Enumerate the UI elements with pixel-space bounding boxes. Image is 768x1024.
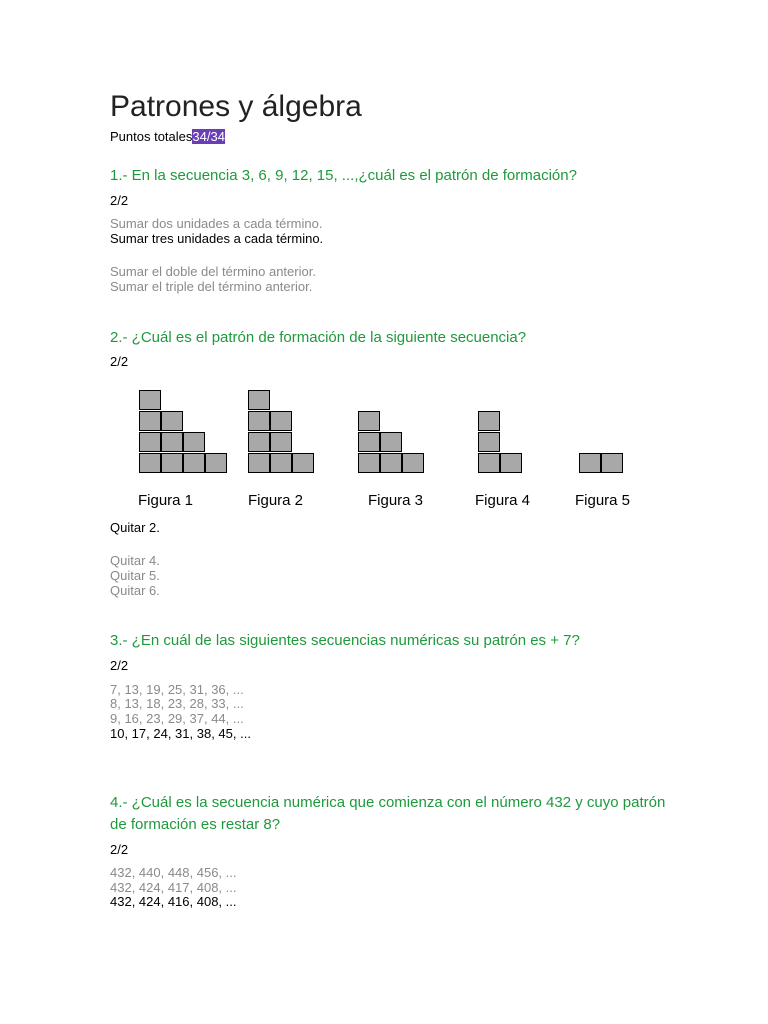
figure-4-block bbox=[478, 453, 500, 473]
figure-3-block bbox=[380, 453, 402, 473]
figure-2-block bbox=[248, 432, 270, 452]
q3-option-1[interactable]: 7, 13, 19, 25, 31, 36, ... bbox=[110, 682, 244, 697]
figure-sequence-diagram bbox=[138, 388, 638, 508]
figure-4-block bbox=[500, 453, 522, 473]
figure-1-block bbox=[161, 453, 183, 473]
q4-option-2[interactable]: 432, 424, 417, 408, ... bbox=[110, 880, 237, 895]
figure-1-block bbox=[205, 453, 227, 473]
figure-5-block bbox=[579, 453, 601, 473]
figure-2-block bbox=[248, 453, 270, 473]
question-4-score: 2/2 bbox=[110, 842, 129, 857]
q1-option-1[interactable]: Sumar dos unidades a cada término. bbox=[110, 216, 323, 231]
question-4: 4.- ¿Cuál es la secuencia numérica que comienza con el número 432 y cuyo patrón de formación es restar 8? bbox=[110, 794, 666, 833]
q1-option-4[interactable]: Sumar el triple del término anterior. bbox=[110, 279, 313, 294]
question-1: 1.- En la secuencia 3, 6, 9, 12, 15, ...,¿cuál es el patrón de formación? bbox=[110, 167, 577, 184]
figure-2-block bbox=[248, 411, 270, 431]
figure-4-block bbox=[478, 432, 500, 452]
q4-option-3-selected[interactable]: 432, 424, 416, 408, ... bbox=[110, 894, 237, 909]
points-value: 34/34 bbox=[192, 129, 225, 144]
figure-1-block bbox=[139, 432, 161, 452]
q3-option-4-selected[interactable]: 10, 17, 24, 31, 38, 45, ... bbox=[110, 726, 251, 741]
figure-2-block bbox=[248, 390, 270, 410]
q3-option-3[interactable]: 9, 16, 23, 29, 37, 44, ... bbox=[110, 711, 244, 726]
figure-1-block bbox=[161, 411, 183, 431]
figure-1-label: Figura 1 bbox=[138, 492, 194, 509]
q2-option-2[interactable]: Quitar 4. bbox=[110, 553, 160, 568]
figure-5-label: Figura 5 bbox=[575, 492, 631, 509]
figure-1-block bbox=[161, 432, 183, 452]
figure-2-block bbox=[270, 411, 292, 431]
question-3: 3.- ¿En cuál de las siguientes secuencias numéricas su patrón es + 7? bbox=[110, 632, 580, 649]
figure-3-block bbox=[380, 432, 402, 452]
page-title: Patrones y álgebra bbox=[110, 90, 362, 123]
q2-option-3[interactable]: Quitar 5. bbox=[110, 568, 160, 583]
figure-1-block bbox=[139, 453, 161, 473]
total-points bbox=[110, 129, 225, 144]
question-3-score: 2/2 bbox=[110, 658, 129, 673]
question-2-score: 2/2 bbox=[110, 354, 129, 369]
figure-3-block bbox=[358, 432, 380, 452]
question-1-score: 2/2 bbox=[110, 193, 129, 208]
figure-2-block bbox=[270, 453, 292, 473]
question-2: 2.- ¿Cuál es el patrón de formación de la siguiente secuencia? bbox=[110, 329, 527, 346]
q2-option-4[interactable]: Quitar 6. bbox=[110, 583, 160, 598]
figure-3-block bbox=[358, 453, 380, 473]
figure-4-block bbox=[478, 411, 500, 431]
figure-4-label: Figura 4 bbox=[475, 492, 531, 509]
figure-2-label: Figura 2 bbox=[248, 492, 304, 509]
q1-option-3[interactable]: Sumar el doble del término anterior. bbox=[110, 264, 316, 279]
figure-3-label: Figura 3 bbox=[368, 492, 424, 509]
figure-2-block bbox=[292, 453, 314, 473]
q3-option-2[interactable]: 8, 13, 18, 23, 28, 33, ... bbox=[110, 696, 244, 711]
figure-1-block bbox=[139, 411, 161, 431]
q2-option-1-selected[interactable]: Quitar 2. bbox=[110, 520, 160, 535]
figure-3-block bbox=[358, 411, 380, 431]
figure-5-block bbox=[601, 453, 623, 473]
figure-2-block bbox=[270, 432, 292, 452]
figure-1-block bbox=[139, 390, 161, 410]
figure-3-block bbox=[402, 453, 424, 473]
figure-1-block bbox=[183, 453, 205, 473]
q4-option-1[interactable]: 432, 440, 448, 456, ... bbox=[110, 865, 237, 880]
figure-1-block bbox=[183, 432, 205, 452]
q1-option-2-selected[interactable]: Sumar tres unidades a cada término. bbox=[110, 231, 324, 246]
points-label: Puntos totales bbox=[110, 129, 193, 144]
